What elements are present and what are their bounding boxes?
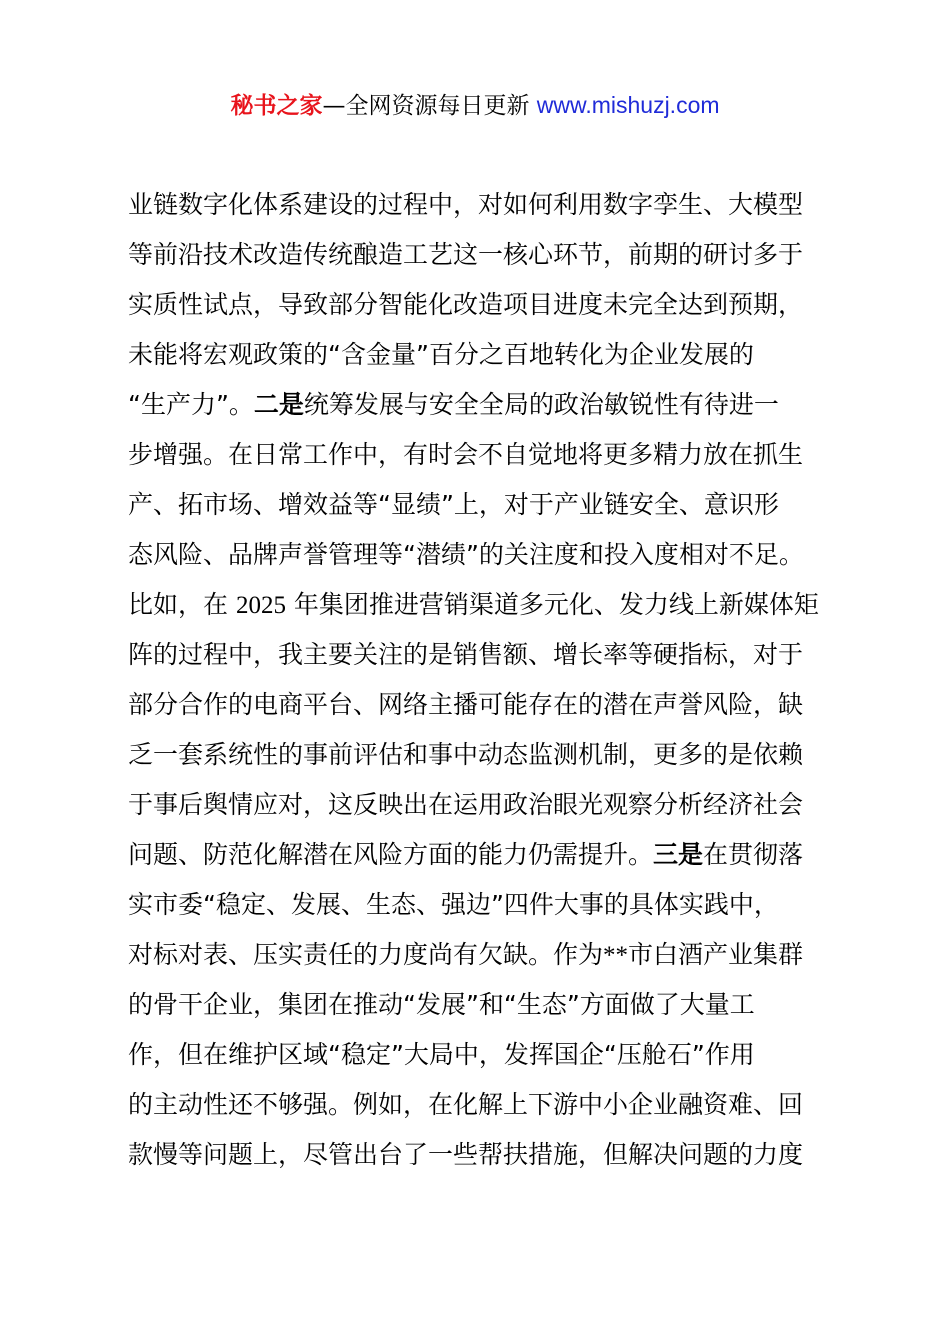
text-segment: 阵的过程中，我主要关注的是销售额、增长率等硬指标，对于	[128, 640, 804, 669]
site-header	[0, 88, 950, 123]
text-line	[128, 630, 848, 680]
text-segment: 部分合作的电商平台、网络主播可能存在的潜在声誉风险，缺	[128, 690, 804, 719]
text-segment: 产、拓市场、增效益等“显绩”上，对于产业链安全、意识形	[128, 490, 779, 519]
text-segment: 对标对表、压实责任的力度尚有欠缺。作为	[128, 940, 604, 969]
text-segment: 问题、防范化解潜在风险方面的能力仍需提升。	[128, 840, 654, 869]
text-line	[128, 530, 848, 580]
text-segment: 乏一套系统性的事前评估和事中动态监测机制，更多的是依赖	[128, 740, 804, 769]
text-segment: 作，但在维护区域“稳定”大局中，发挥国企“压舱石”作用	[128, 1040, 755, 1069]
text-line	[128, 380, 848, 430]
text-segment: 的主动性还不够强。例如，在化解上下游中小企业融资难、回	[128, 1090, 804, 1119]
text-line	[128, 980, 848, 1030]
text-segment: 款慢等问题上，尽管出台了一些帮扶措施，但解决问题的力度	[128, 1140, 804, 1169]
text-line	[128, 830, 848, 880]
text-line	[128, 730, 848, 780]
text-line	[128, 1080, 848, 1130]
text-segment: 未能将宏观政策的“含金量”百分之百地转化为企业发展的	[128, 340, 754, 369]
text-line	[128, 430, 848, 480]
document-body	[128, 180, 848, 1180]
header-tagline: —全网资源每日更新	[322, 93, 537, 119]
text-line	[128, 180, 848, 230]
site-url-link[interactable]: www.mishuzj.com	[536, 92, 720, 118]
text-segment: 实市委“稳定、发展、生态、强边”四件大事的具体实践中，	[128, 890, 779, 919]
text-segment: 态风险、品牌声誉管理等“潜绩”的关注度和投入度相对不足。	[128, 540, 804, 569]
text-segment: 等前沿技术改造传统酿造工艺这一核心环节，前期的研讨多于	[128, 240, 804, 269]
text-line	[128, 680, 848, 730]
text-segment: “生产力”。	[128, 390, 254, 419]
text-emphasis: 三是	[653, 840, 704, 869]
text-line	[128, 280, 848, 330]
text-emphasis: 二是	[253, 390, 304, 419]
text-segment: 2025	[235, 592, 286, 619]
text-segment: 市白酒产业集群	[628, 940, 804, 969]
text-segment: 年集团推进营销渠道多元化、发力线上新媒体矩	[285, 590, 819, 619]
text-line	[128, 1130, 848, 1180]
text-line	[128, 580, 848, 630]
text-segment: 步增强。在日常工作中，有时会不自觉地将更多精力放在抓生	[128, 440, 804, 469]
text-segment: 于事后舆情应对，这反映出在运用政治眼光观察分析经济社会	[128, 790, 804, 819]
text-line	[128, 230, 848, 280]
brand-name: 秘书之家	[230, 93, 323, 119]
text-segment: 在贯彻落	[703, 840, 804, 869]
text-line	[128, 930, 848, 980]
text-segment: 实质性试点，导致部分智能化改造项目进度未完全达到预期，	[128, 290, 804, 319]
text-segment: 的骨干企业，集团在推动“发展”和“生态”方面做了大量工	[128, 990, 755, 1019]
text-segment: 业链数字化体系建设的过程中，对如何利用数字孪生、大模型	[128, 190, 804, 219]
text-segment: 统筹发展与安全全局的政治敏锐性有待进一	[303, 390, 779, 419]
text-line	[128, 330, 848, 380]
text-line	[128, 480, 848, 530]
text-line	[128, 880, 848, 930]
text-segment: 比如，在	[128, 590, 236, 619]
text-line	[128, 1030, 848, 1080]
text-line	[128, 780, 848, 830]
text-segment: **	[603, 942, 629, 969]
